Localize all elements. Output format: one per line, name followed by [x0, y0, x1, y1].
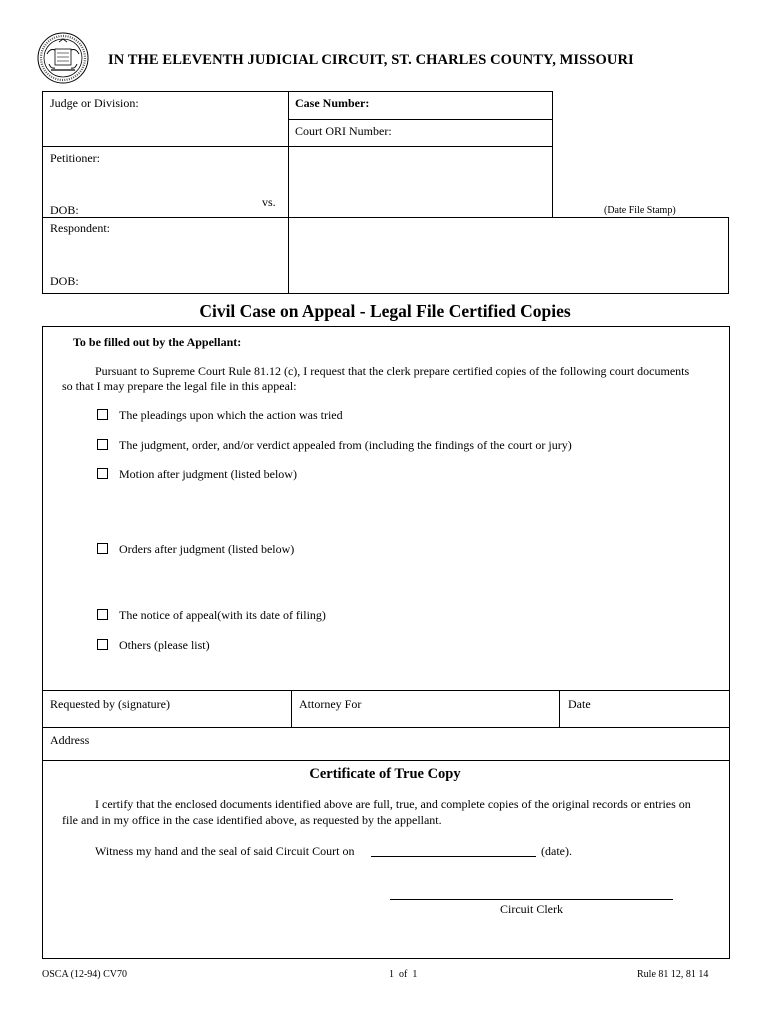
option-motion-label: Motion after judgment (listed below) — [119, 467, 297, 481]
witness-date-line[interactable] — [371, 856, 536, 857]
missouri-state-seal-icon — [37, 32, 89, 84]
judge-division-label: Judge or Division: — [50, 96, 139, 110]
stamp-right-box — [288, 217, 729, 294]
date-file-stamp-area — [288, 146, 553, 218]
checkbox-notice-of-appeal[interactable] — [97, 609, 108, 620]
attorney-for-label: Attorney For — [299, 697, 362, 711]
court-ori-label: Court ORI Number: — [295, 124, 392, 138]
footer-form-id: OSCA (12-94) CV70 — [42, 969, 128, 980]
option-others-label: Others (please list) — [119, 638, 210, 652]
court-title: IN THE ELEVENTH JUDICIAL CIRCUIT, ST. CHARLES COUNTY, MISSOURI — [108, 52, 634, 68]
date-label: Date — [568, 697, 591, 711]
option-orders-label: Orders after judgment (listed below) — [119, 542, 295, 556]
footer-page: 1 of 1 — [389, 969, 418, 980]
clerk-label: Circuit Clerk — [500, 902, 563, 916]
petitioner-dob-label: DOB: — [50, 203, 79, 217]
date-file-stamp-label: (Date File Stamp) — [604, 205, 676, 216]
address-field[interactable] — [42, 727, 730, 761]
checkbox-motion-after-judgment[interactable] — [97, 468, 108, 479]
respondent-label: Respondent: — [50, 221, 110, 235]
certificate-heading: Certificate of True Copy — [309, 766, 461, 782]
witness-prefix: Witness my hand and the seal of said Circuit Court on — [95, 844, 355, 858]
form-title: Civil Case on Appeal - Legal File Certified Copies — [199, 301, 571, 321]
address-label: Address — [50, 733, 90, 747]
case-number-label: Case Number: — [295, 96, 370, 110]
vs-label: vs. — [262, 195, 276, 209]
certificate-para-line1: I certify that the enclosed documents identified above are full, true, and complete copies of the original records or entries on — [95, 797, 691, 811]
checkbox-pleadings[interactable] — [97, 409, 108, 420]
witness-suffix: (date). — [541, 844, 572, 858]
petitioner-label: Petitioner: — [50, 151, 100, 165]
checkbox-judgment[interactable] — [97, 439, 108, 450]
requested-by-label: Requested by (signature) — [50, 697, 170, 711]
option-notice-label: The notice of appeal(with its date of filing) — [119, 608, 326, 622]
option-judgment-label: The judgment, order, and/or verdict appealed from (including the findings of the court or jury) — [119, 438, 572, 452]
footer-rule: Rule 81 12, 81 14 — [637, 969, 709, 980]
clerk-signature-line[interactable] — [390, 899, 673, 900]
respondent-dob-label: DOB: — [50, 274, 79, 288]
appellant-intro-line1: Pursuant to Supreme Court Rule 81.12 (c), I request that the clerk prepare certified copies of the following court documents — [95, 364, 690, 378]
appellant-heading: To be filled out by the Appellant: — [73, 335, 242, 349]
certificate-section — [42, 760, 730, 959]
certificate-para-line2: file and in my office in the case identified above, as requested by the appellant. — [62, 813, 442, 827]
checkbox-orders-after-judgment[interactable] — [97, 543, 108, 554]
appellant-intro-line2: so that I may prepare the legal file in this appeal: — [62, 379, 297, 393]
option-pleadings-label: The pleadings upon which the action was tried — [119, 408, 343, 422]
checkbox-others[interactable] — [97, 639, 108, 650]
